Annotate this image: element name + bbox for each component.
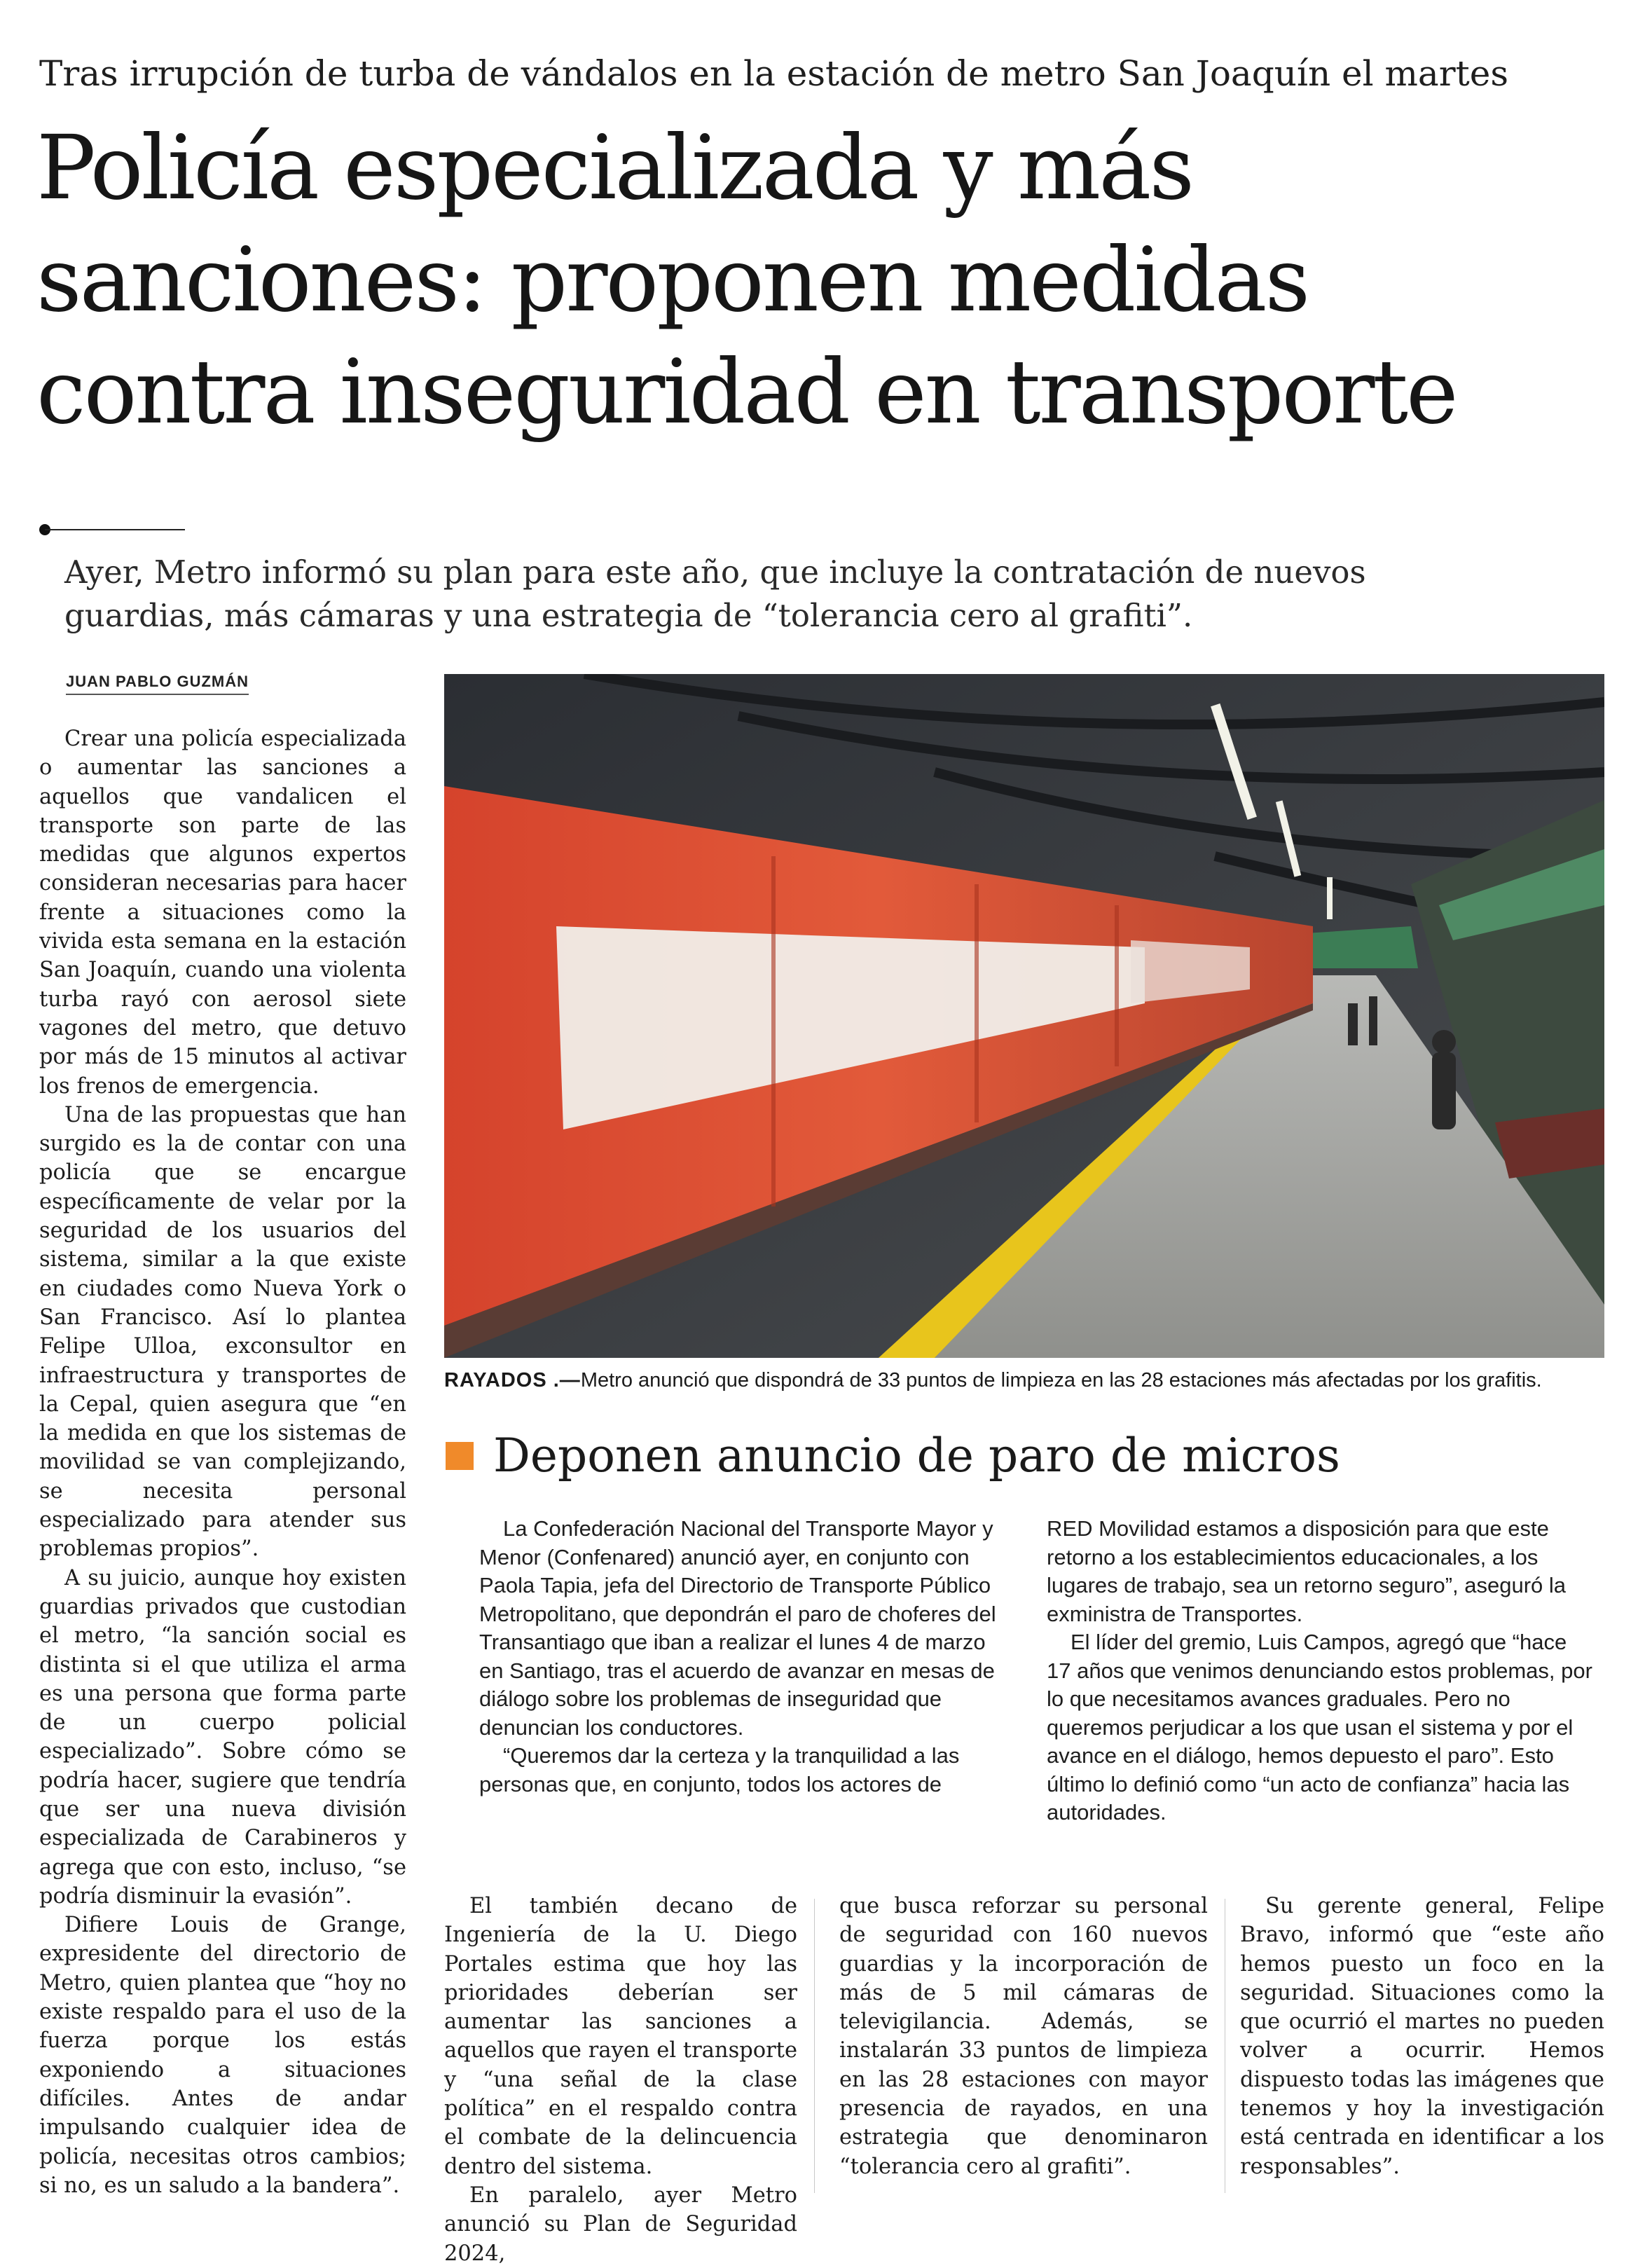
box-accent-square: [446, 1442, 474, 1470]
metro-train-photo: [444, 674, 1604, 1358]
paragraph-continued: RED Movilidad estamos a disposición para que este retorno a los establecimientos educacionales, a los lugares de trabajo, sea un retorno seguro”, aseguró la exministra de Transportes.: [1047, 1516, 1567, 1626]
paragraph: El también decano de Ingeniería de la U. Diego Portales estima que hoy las prioridades deberían ser aumentar las sanciones a aquellos que rayen el transporte y “una señal de la clase política” en el respaldo contra el combate de la delincuencia dentro del sistema.: [444, 1894, 797, 2179]
paragraph: Crear una policía especializada o aumentar las sanciones a aquellos que vandalicen el transporte son parte de las medidas que algunos expertos consideran necesarias para hacer frente a situaciones como la vivida esta semana en la estación San Joaquín, cuando una violenta turba rayó con aerosol siete vagones del metro, que detuvo por más de 15 minutos al activar los frenos de emergencia.: [39, 727, 406, 1099]
body-column-1: [39, 724, 406, 2200]
caption-text: Metro anunció que dispondrá de 33 puntos de limpieza en las 28 estaciones más afectadas por los grafitis.: [580, 1369, 1542, 1391]
photo-illustration: [444, 674, 1604, 1358]
box-column-2: [1047, 1515, 1593, 1827]
paragraph: Una de las propuestas que han surgido es la de contar con una policía que se encargue específicamente de velar por la seguridad de los usuarios del sistema, similar a la que existe en ciudades como Nueva York o San Francisco. Así lo plantea Felipe Ulloa, exconsultor en infraestructura y transportes de la Cepal, quien asegura que “en la medida en que los sistemas de movilidad se van complejizando, se necesita personal especializado para atender sus problemas propios”.: [39, 1102, 406, 1562]
box-title: Deponen anuncio de paro de micros: [493, 1429, 1340, 1483]
body-column-3: [839, 1892, 1208, 2181]
caption-label: RAYADOS .—: [444, 1369, 581, 1391]
article-byline: JUAN PABLO GUZMÁN: [66, 673, 249, 695]
body-column-4: [1240, 1892, 1604, 2181]
article-lede: [64, 551, 1599, 638]
paragraph: “Queremos dar la certeza y la tranquilidad a las personas que, en conjunto, todos los actores de: [479, 1743, 960, 1796]
body-column-2: [444, 1892, 797, 2268]
article-headline: [36, 112, 1620, 448]
headline-line: Policía especializada y más: [36, 116, 1193, 219]
column-divider: [814, 1899, 815, 2193]
box-column-1: [479, 1515, 998, 1799]
paragraph: En paralelo, ayer Metro anunció su Plan de Seguridad 2024,: [444, 2183, 797, 2266]
lede-line: guardias, más cámaras y una estrategia de “tolerancia cero al grafiti”.: [64, 597, 1193, 634]
lede-line: Ayer, Metro informó su plan para este año, que incluye la contratación de nuevos: [64, 554, 1366, 591]
section-rule: [45, 529, 185, 530]
headline-line: sanciones: proponen medidas: [36, 228, 1309, 331]
paragraph: La Confederación Nacional del Transporte Mayor y Menor (Confenared) anunció ayer, en conjunto con Paola Tapia, jefa del Directorio de Transporte Público Metropolitano, que depondrán el paro de choferes del Transantiago que iban a realizar el lunes 4 de marzo en Santiago, tras el acuerdo de avanzar en mesas de diálogo sobre los problemas de inseguridad que denuncian los conductores.: [479, 1516, 996, 1740]
paragraph: El líder del gremio, Luis Campos, agregó que “hace 17 años que venimos denunciando estos problemas, por lo que necesitamos avances graduales. Pero no queremos perjudicar a los que usan el sistema y por el avance en el diálogo, hemos depuesto el paro”. Esto último lo definió como “un acto de confianza” hacia las autoridades.: [1047, 1630, 1592, 1824]
article-kicker: Tras irrupción de turba de vándalos en la estación de metro San Joaquín el martes: [39, 53, 1508, 94]
paragraph-continued: que busca reforzar su personal de seguridad con 160 nuevos guardias y la incorporación de más de 5 mil cámaras de televigilancia. Además, se instalarán 33 puntos de limpieza en las 28 estaciones con mayor presencia de rayados, en una estrategia que denominaron “tolerancia cero al grafiti”.: [839, 1894, 1208, 2179]
photo-caption: [444, 1366, 1607, 1394]
paragraph: Su gerente general, Felipe Bravo, informó que “este año hemos puesto un foco en la seguridad. Situaciones como la que ocurrió el martes no pueden volver a ocurrir. Hemos dispuesto todas las imágenes que tenemos y hoy la investigación está centrada en identificar a los responsables”.: [1240, 1894, 1604, 2179]
paragraph: A su juicio, aunque hoy existen guardias privados que custodian el metro, “la sanción social es distinta si el que utiliza el arma es una persona que forma parte de un cuerpo policial especializado”. Sobre cómo se podría hacer, sugiere que tendría que ser una nueva división especializada de Carabineros y agrega que con esto, incluso, “se podría disminuir la evasión”.: [39, 1565, 406, 1909]
headline-line: contra inseguridad en transporte: [36, 341, 1457, 444]
paragraph: Difiere Louis de Grange, expresidente del directorio de Metro, quien plantea que “hoy no existe respaldo para el uso de la fuerza porque los estás exponiendo a situaciones difíciles. Antes de andar impulsando cualquier idea de policía, necesitas otros cambios; si no, es un saludo a la bandera”.: [39, 1913, 406, 2198]
